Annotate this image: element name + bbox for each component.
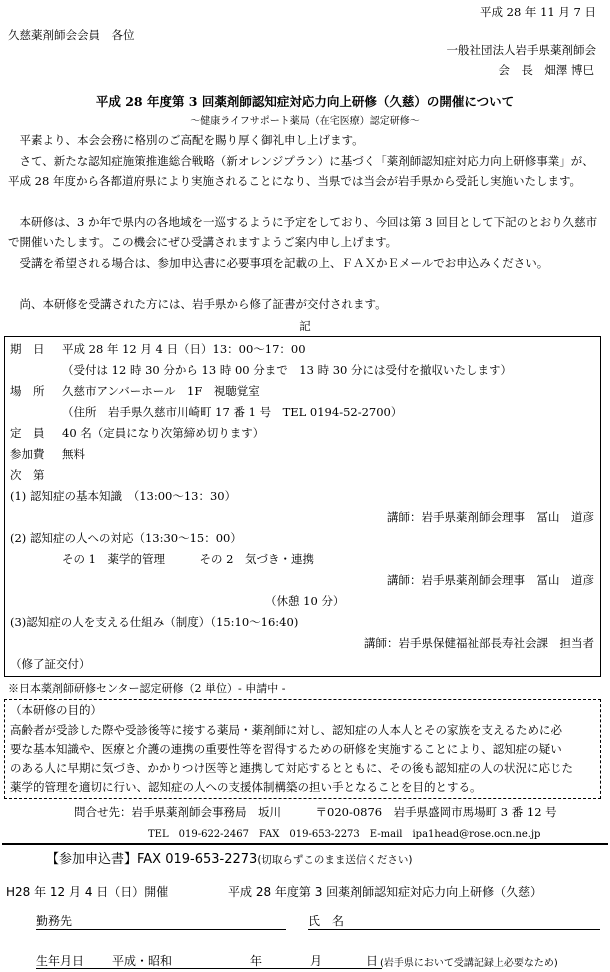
schedule-item-2: (2) 認知症の人への対応（13:30～15：00） [10,531,242,545]
organization-name: 一般社団法人岩手県薬剤師会 [446,43,596,57]
reception-note: （受付は 12 時 30 分から 13 時 00 分まで 13 時 30 分には受付を撤収いたします） [62,363,513,377]
purpose-line: 高齢者が受診した際や受診後等に接する薬局・薬剤師に対し、認知症の人本人とその家族を支えるために必 [10,723,562,737]
schedule-item-3-lecturer: 講師：岩手県保健福祉部長寿社会課 担当者 [364,636,594,650]
page-title: 平成 28 年度第 3 回薬剤師認知症対応力向上研修（久慈）の開催について [95,94,515,109]
place-label: 場 所 [10,384,45,398]
name-field[interactable] [308,929,600,930]
dob-label: 生年月日 [36,954,85,968]
dob-month: 月 [310,954,323,968]
schedule-item-3: (3)認知症の人を支える仕組み（制度）（15:10～16:40) [10,615,299,629]
fee-value: 無料 [62,447,85,461]
break-note: （休憩 10 分） [265,594,345,608]
form-heading [46,848,413,867]
accreditation-note: ※日本薬剤師研修センター認定研修（2 単位）- 申請中 - [8,682,286,695]
date-value: 平成 28 年 12 月 4 日（日）13：00～17：00 [62,342,306,356]
schedule-label: 次 第 [10,468,45,482]
form-event-title: 平成 28 年度第 3 回薬剤師認知症対応力向上研修（久慈） [228,885,543,899]
schedule-item-2-lecturer: 講師：岩手県薬剤師会理事 冨山 道彦 [387,573,594,587]
ki-marker: 記 [299,319,311,333]
place-value: 久慈市アンバーホール 1F 視聴覚室 [62,384,260,398]
workplace-field[interactable] [36,929,286,930]
date-label: 期 日 [10,342,45,356]
fee-label: 参加費 [10,447,45,461]
body-paragraph: さて、新たな認知症施策推進総合戦略（新オレンジプラン）に基づく「薬剤師認知症対応力向上研修事業」が、平成 28 年度から各都道府県により実施されることになり、当県では当会が岩手県から受託し実施いたします。 [8,154,594,188]
purpose-line: 要な基本知識や、医療と介護の連携の重要性等を習得するための研修を実施することにより、認知症の疑い [10,742,562,756]
dob-field[interactable] [36,968,382,969]
page-subtitle: ～健康ライフサポート薬局（在宅医療）認定研修～ [190,116,420,127]
schedule-item-1-lecturer: 講師：岩手県薬剤師会理事 冨山 道彦 [387,510,594,524]
dob-year: 年 [250,954,263,968]
dob-note: (岩手県において受講記録上必要なため) [380,958,558,969]
schedule-item-2-topics: その 1 薬学的管理 その 2 気づき・連携 [62,552,314,566]
body-paragraph: 受講を希望される場合は、参加申込書に必要事項を記載の上、ＦＡＸかＥメールでお申込みください。 [19,256,549,270]
body-paragraph: 本研修は、3 か年で県内の各地域を一巡するように予定をしており、今回は第 3 回目として下記のとおり久慈市で開催いたします。この機会にぜひ受講されますようご案内申し上げます。 [8,215,598,249]
purpose-title: （本研修の目的） [10,703,102,717]
body-paragraph: 尚、本研修を受講された方には、岩手県から修了証書が交付されます。 [19,297,387,311]
form-heading-text: 【参加申込書】FAX 019-653-2273 [46,852,258,867]
dob-day: 日 [366,954,379,968]
schedule-item-1: (1) 認知症の基本知識 （13:00～13：30） [10,489,237,503]
purpose-line: 薬学的管理を適切に行い、認知症の人への支援体制構築の担い手となることを目的とする。 [10,780,482,794]
certificate-note: （修了証交付） [10,657,91,671]
contact-line: 問合せ先：岩手県薬剤師会事務局 坂川 〒020-0876 岩手県盛岡市馬場町 3 番 12 号 [74,805,557,819]
addressee: 久慈薬剤師会会員 各位 [8,28,135,42]
form-event-date: H28 年 12 月 4 日（日）開催 [6,885,169,899]
workplace-label: 勤務先 [36,914,73,928]
dob-era: 平成・昭和 [112,954,173,968]
contact-line: TEL 019-622-2467 FAX 019-653-2273 E-mail ipa1head@rose.ocn.ne.jp [148,829,541,840]
president-name: 会 長 畑澤 博巳 [498,63,594,77]
capacity-value: 40 名（定員になり次第締め切ります） [62,426,265,440]
body-paragraph: 平素より、本会会務に格別のご高配を賜り厚く御礼申し上げます。 [19,133,364,147]
purpose-line: のある人に早期に気づき、かかりつけ医等と連携して対応するとともに、その後も認知症の人の状況に応じた [10,761,574,775]
form-heading-note: (切取らずこのまま送信ください) [257,854,413,866]
capacity-label: 定 員 [10,426,45,440]
issue-date: 平成 28 年 11 月 7 日 [479,5,596,19]
cut-line [2,843,608,845]
place-address: （住所 岩手県久慈市川崎町 17 番 1 号 TEL 0194-52-2700） [62,405,403,419]
name-label: 氏 名 [308,914,345,928]
